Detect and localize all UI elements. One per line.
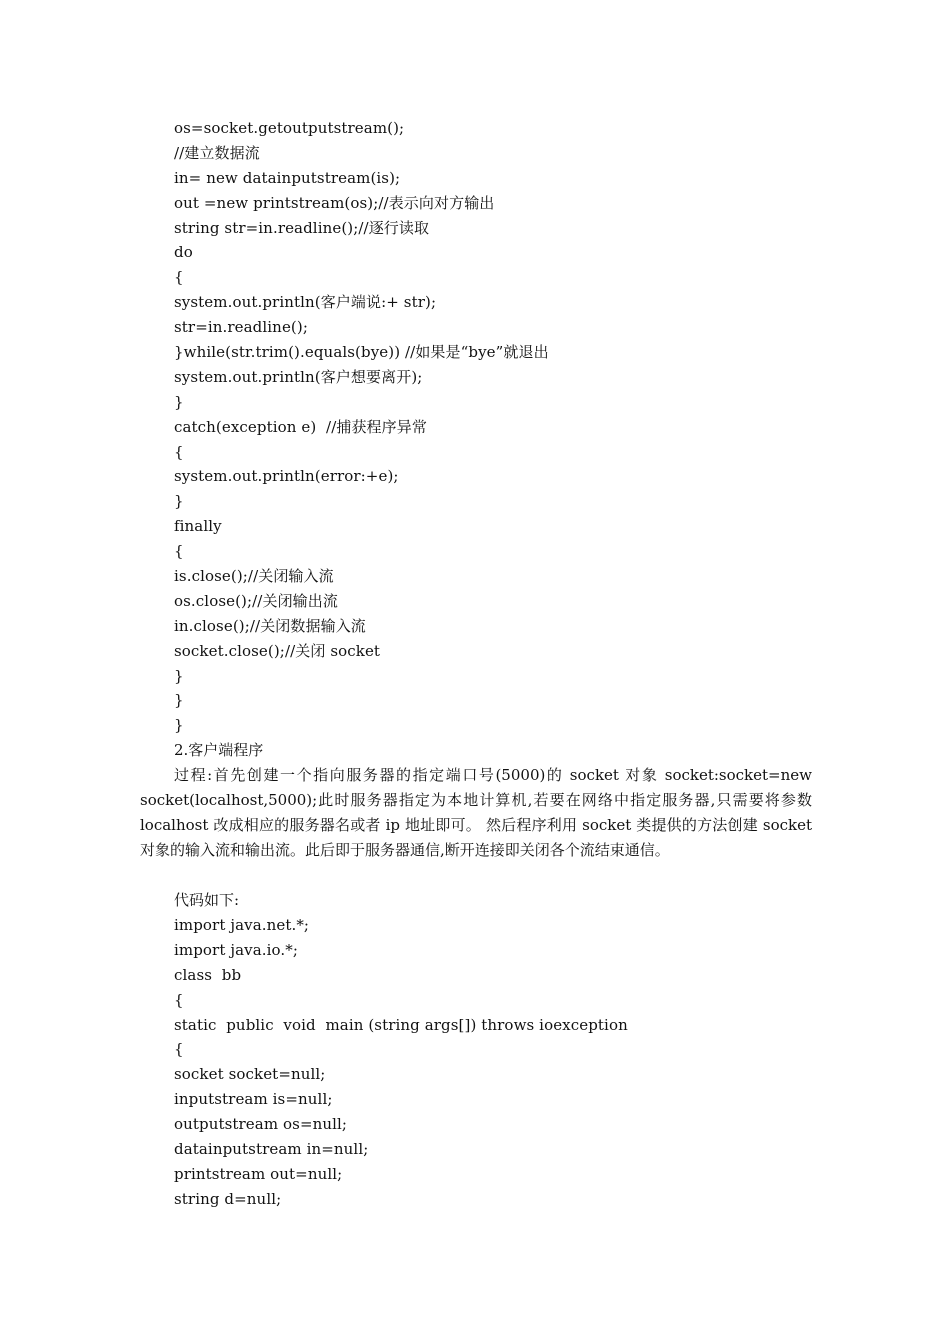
code-line: system.out.println(error:+e); [174, 467, 399, 486]
code-line: { [174, 1040, 184, 1059]
code-line: catch(exception e) //捕获程序异常 [174, 417, 427, 436]
code-line: } [174, 492, 184, 511]
code-line: socket socket=null; [174, 1065, 326, 1084]
code-line: system.out.println(客户端说:+ str); [174, 293, 437, 312]
code-line: str=in.readline(); [174, 318, 308, 337]
body-paragraph: 过程:首先创建一个指向服务器的指定端口号(5000)的 socket 对象 socket:socket=new socket(localhost,5000);此时服务器指定为本地计算机,若要在网络中指定服务器,只需要将参数 localhost 改成相应的服务器名或者 ip 地址即可。 然后程序利用 socket 类提供的方法创建 socket 对象的输入流和输出流。此后即于服务器通信,断开连接即关闭各个流结束通信。 [140, 766, 812, 859]
code-line: out =new printstream(os);//表示向对方输出 [174, 193, 495, 212]
code-line: } [174, 716, 184, 735]
code-line: printstream out=null; [174, 1164, 343, 1183]
code-line: outputstream os=null; [174, 1115, 348, 1134]
code-line: import java.io.*; [174, 940, 298, 959]
code-line: //建立数据流 [174, 143, 260, 162]
code-line: do [174, 243, 193, 262]
code-line: system.out.println(客户想要离开); [174, 367, 423, 386]
code-line: { [174, 542, 184, 561]
client-code-listing [174, 913, 814, 1212]
code-intro-label: 代码如下: [174, 891, 240, 909]
code-line: } [174, 666, 184, 685]
code-line: class bb [174, 965, 242, 984]
code-line: { [174, 268, 184, 287]
section-heading: 2.客户端程序 [174, 741, 264, 759]
code-line: datainputstream in=null; [174, 1140, 369, 1159]
code-line: } [174, 691, 184, 710]
code-line: string str=in.readline();//逐行读取 [174, 218, 430, 237]
code-line: import java.net.*; [174, 916, 310, 934]
code-line: inputstream is=null; [174, 1090, 333, 1109]
code-line: { [174, 442, 184, 461]
code-line: }while(str.trim().equals(bye)) //如果是“bye”就退出 [174, 343, 549, 362]
server-code-listing [174, 116, 814, 738]
code-line: os=socket.getoutputstream(); [174, 119, 405, 137]
code-line: in= new datainputstream(is); [174, 168, 401, 187]
code-line: finally [174, 517, 222, 536]
code-line: static public void main (string args[]) throws ioexception [174, 1015, 628, 1034]
code-line: { [174, 990, 184, 1009]
code-line: } [174, 392, 184, 411]
code-line: string d=null; [174, 1189, 282, 1208]
code-line: is.close();//关闭输入流 [174, 567, 334, 586]
code-line: socket.close();//关闭 socket [174, 641, 381, 660]
code-line: os.close();//关闭输出流 [174, 591, 338, 610]
code-line: in.close();//关闭数据输入流 [174, 616, 366, 635]
